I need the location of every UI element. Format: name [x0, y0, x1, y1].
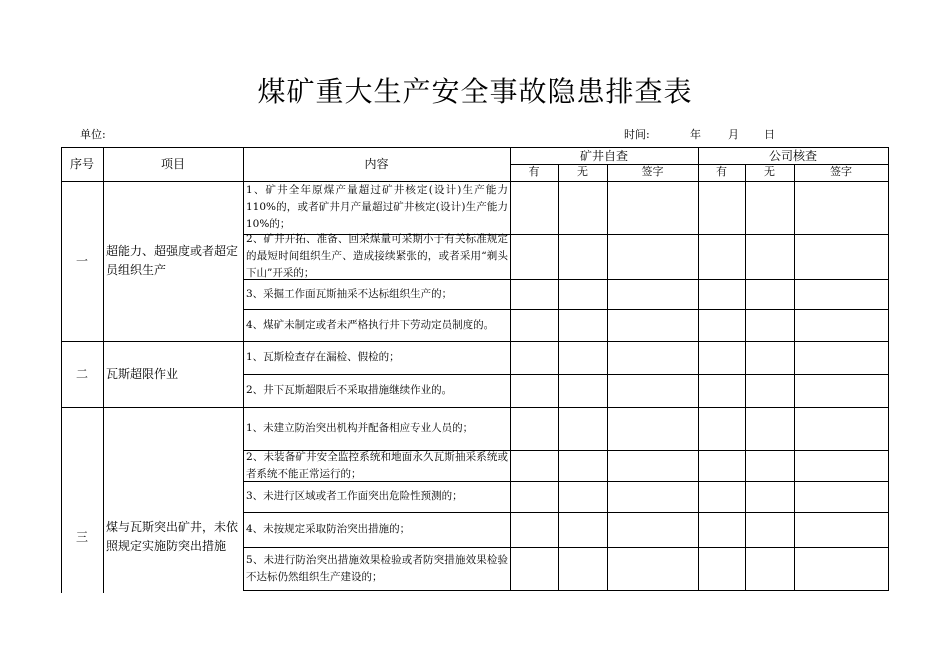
- grid-line: [243, 234, 889, 235]
- content-row: 1、矿井全年原煤产量超过矿井核定(设计)生产能力110%的，或者矿井月产量超过矿井核定(设计)生产能力10%的；: [246, 184, 508, 230]
- company-yes-cell[interactable]: [698, 181, 745, 234]
- header-company-sign: 签字: [830, 165, 852, 179]
- group-item: 瓦斯超限作业: [106, 366, 179, 381]
- grid-line: [510, 164, 889, 165]
- company-no-cell[interactable]: [745, 181, 794, 234]
- company-no-cell[interactable]: [745, 481, 794, 512]
- group-item: 超能力、超强度或者超定员组织生产: [106, 244, 239, 277]
- grid-line: [698, 147, 699, 591]
- self-no-cell[interactable]: [558, 309, 607, 341]
- grid-line: [243, 147, 244, 591]
- company-sign-cell[interactable]: [794, 407, 888, 450]
- self-no-cell[interactable]: [558, 481, 607, 512]
- company-sign-cell[interactable]: [794, 374, 888, 407]
- grid-line: [243, 279, 889, 280]
- page-title: 煤矿重大生产安全事故隐患排查表: [257, 75, 693, 108]
- company-sign-cell[interactable]: [794, 547, 888, 590]
- self-no-cell[interactable]: [558, 234, 607, 279]
- company-yes-cell[interactable]: [698, 407, 745, 450]
- self-no-cell[interactable]: [558, 181, 607, 234]
- content-row: 2、矿井开拓、准备、回采煤量可采期小于有关标准规定的最短时间组织生产、造成接续紧张的，或者采用“剃头下山”开采的；: [246, 233, 508, 279]
- self-yes-cell[interactable]: [510, 450, 558, 481]
- company-yes-cell[interactable]: [698, 481, 745, 512]
- self-yes-cell[interactable]: [510, 279, 558, 309]
- self-yes-cell[interactable]: [510, 309, 558, 341]
- self-yes-cell[interactable]: [510, 341, 558, 374]
- unit-label: 单位:: [80, 128, 106, 141]
- header-company-yes: 有: [716, 165, 727, 179]
- day-label: 日: [764, 128, 775, 141]
- self-yes-cell[interactable]: [510, 181, 558, 234]
- self-no-cell[interactable]: [558, 374, 607, 407]
- grid-line: [888, 147, 889, 591]
- self-yes-cell[interactable]: [510, 547, 558, 590]
- self-sign-cell[interactable]: [607, 374, 698, 407]
- grid-line: [243, 512, 889, 513]
- self-no-cell[interactable]: [558, 547, 607, 590]
- grid-line: [243, 374, 889, 375]
- header-content: 内容: [364, 157, 389, 171]
- header-item: 项目: [160, 157, 185, 171]
- group-item: 煤与瓦斯突出矿井，未依照规定实施防突出措施: [106, 520, 239, 553]
- grid-line: [61, 147, 889, 148]
- self-yes-cell[interactable]: [510, 234, 558, 279]
- company-yes-cell[interactable]: [698, 341, 745, 374]
- grid-line: [745, 164, 746, 591]
- grid-line: [510, 147, 511, 591]
- header-company-no: 无: [764, 165, 775, 179]
- content-row: 3、未进行区域或者工作面突出危险性预测的；: [246, 490, 463, 503]
- company-no-cell[interactable]: [745, 547, 794, 590]
- group-seq: 三: [75, 530, 88, 544]
- content-row: 4、煤矿未制定或者未严格执行井下劳动定员制度的。: [246, 318, 495, 331]
- company-yes-cell[interactable]: [698, 547, 745, 590]
- company-yes-cell[interactable]: [698, 234, 745, 279]
- company-yes-cell[interactable]: [698, 279, 745, 309]
- company-sign-cell[interactable]: [794, 234, 888, 279]
- grid-line: [61, 181, 889, 182]
- self-sign-cell[interactable]: [607, 234, 698, 279]
- self-no-cell[interactable]: [558, 279, 607, 309]
- self-yes-cell[interactable]: [510, 481, 558, 512]
- header-self-sign: 签字: [641, 165, 664, 179]
- grid-line: [103, 147, 104, 593]
- self-yes-cell[interactable]: [510, 374, 558, 407]
- grid-line: [558, 164, 559, 591]
- self-no-cell[interactable]: [558, 407, 607, 450]
- company-no-cell[interactable]: [745, 450, 794, 481]
- self-no-cell[interactable]: [558, 450, 607, 481]
- content-row: 4、未按规定采取防治突出措施的；: [246, 523, 411, 536]
- self-no-cell[interactable]: [558, 512, 607, 547]
- grid-line: [243, 450, 889, 451]
- grid-line: [794, 164, 795, 591]
- self-sign-cell[interactable]: [607, 407, 698, 450]
- content-row: 5、未进行防治突出措施效果检验或者防突措施效果检验不达标仍然组织生产建设的；: [246, 553, 508, 583]
- company-no-cell[interactable]: [745, 341, 794, 374]
- self-sign-cell[interactable]: [607, 279, 698, 309]
- company-sign-cell[interactable]: [794, 512, 888, 547]
- company-no-cell[interactable]: [745, 374, 794, 407]
- company-yes-cell[interactable]: [698, 309, 745, 341]
- content-row: 1、瓦斯检查存在漏检、假检的；: [246, 351, 400, 364]
- self-sign-cell[interactable]: [607, 181, 698, 234]
- company-yes-cell[interactable]: [698, 512, 745, 547]
- header-company-check: 公司核查: [768, 148, 817, 163]
- company-sign-cell[interactable]: [794, 341, 888, 374]
- year-label: 年: [690, 128, 701, 141]
- grid-line: [243, 309, 889, 310]
- header-self-yes: 有: [528, 165, 540, 179]
- grid-line: [243, 547, 889, 548]
- self-sign-cell[interactable]: [607, 512, 698, 547]
- company-no-cell[interactable]: [745, 309, 794, 341]
- grid-line: [61, 341, 889, 342]
- content-row: 2、未装备矿井安全监控系统和地面永久瓦斯抽采系统或者系统不能正常运行的；: [246, 450, 508, 480]
- group-seq: 二: [75, 367, 88, 381]
- self-sign-cell[interactable]: [607, 547, 698, 590]
- company-no-cell[interactable]: [745, 512, 794, 547]
- month-label: 月: [728, 128, 739, 141]
- grid-line: [61, 407, 889, 408]
- grid-line: [607, 164, 608, 591]
- grid-line: [61, 147, 62, 593]
- company-no-cell[interactable]: [745, 234, 794, 279]
- grid-line: [243, 481, 889, 482]
- self-yes-cell[interactable]: [510, 512, 558, 547]
- company-sign-cell[interactable]: [794, 181, 888, 234]
- group-seq: 一: [75, 254, 88, 268]
- grid-line: [243, 590, 889, 591]
- content-row: 2、井下瓦斯超限后不采取措施继续作业的。: [246, 384, 453, 397]
- company-sign-cell[interactable]: [794, 450, 888, 481]
- company-sign-cell[interactable]: [794, 279, 888, 309]
- header-seq: 序号: [69, 157, 94, 171]
- company-yes-cell[interactable]: [698, 450, 745, 481]
- content-row: 3、采掘工作面瓦斯抽采不达标组织生产的；: [246, 287, 453, 300]
- self-no-cell[interactable]: [558, 341, 607, 374]
- time-label: 时间:: [624, 128, 650, 141]
- self-sign-cell[interactable]: [607, 481, 698, 512]
- header-self-no: 无: [577, 165, 588, 179]
- company-sign-cell[interactable]: [794, 481, 888, 512]
- company-no-cell[interactable]: [745, 279, 794, 309]
- self-sign-cell[interactable]: [607, 341, 698, 374]
- company-no-cell[interactable]: [745, 407, 794, 450]
- content-row: 1、未建立防治突出机构并配备相应专业人员的；: [246, 422, 474, 435]
- header-self-check: 矿井自查: [579, 148, 628, 163]
- company-sign-cell[interactable]: [794, 309, 888, 341]
- company-yes-cell[interactable]: [698, 374, 745, 407]
- self-sign-cell[interactable]: [607, 450, 698, 481]
- self-sign-cell[interactable]: [607, 309, 698, 341]
- self-yes-cell[interactable]: [510, 407, 558, 450]
